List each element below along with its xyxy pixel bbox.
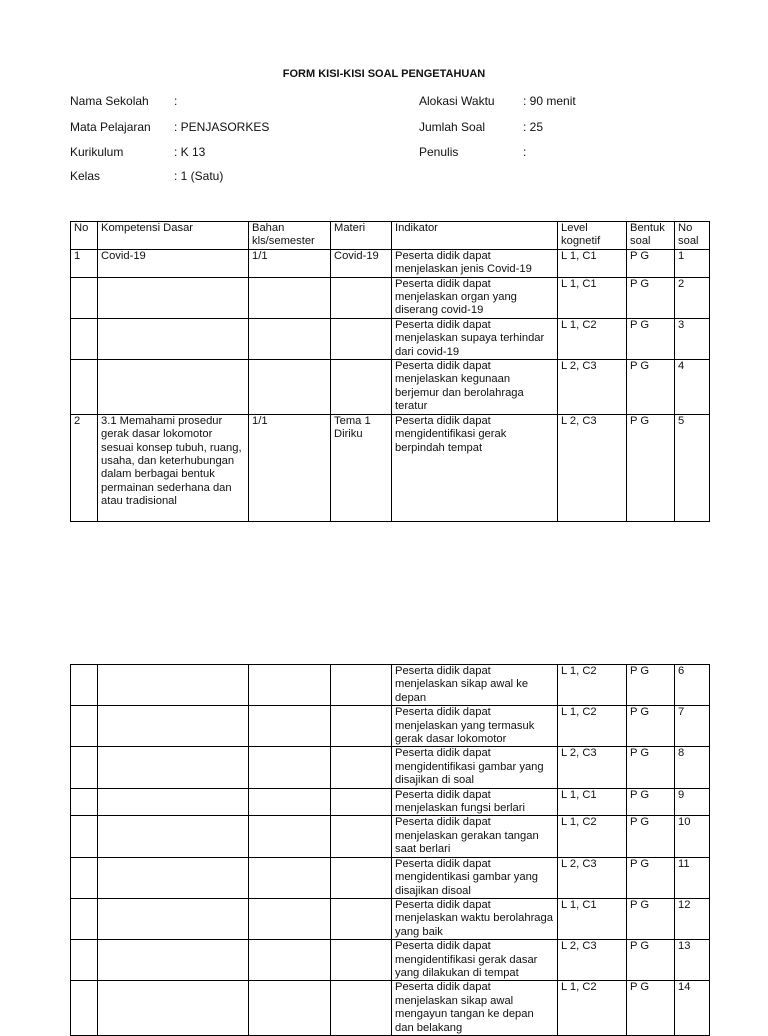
- cell-bahan: [249, 788, 331, 816]
- cell-bahan: [249, 816, 331, 857]
- cell-materi: [331, 277, 392, 318]
- table-row: [71, 816, 710, 857]
- cell-no-soal: 4: [675, 360, 710, 415]
- cell-bentuk: P G: [627, 940, 675, 981]
- table-header-row: [71, 222, 710, 250]
- cell-materi: [331, 857, 392, 898]
- cell-bahan: [249, 940, 331, 981]
- info-value: : 25: [523, 120, 544, 134]
- cell-no: [71, 816, 98, 857]
- info-value: : PENJASORKES: [174, 120, 270, 134]
- cell-kd: [98, 318, 249, 359]
- cell-materi: [331, 940, 392, 981]
- cell-bahan: [249, 981, 331, 1036]
- info-label: Mata Pelajaran: [70, 120, 151, 134]
- cell-level: L 1, C2: [558, 816, 627, 857]
- cell-bentuk: P G: [627, 665, 675, 706]
- cell-no-soal: 6: [675, 665, 710, 706]
- cell-kd: [98, 981, 249, 1036]
- table-row: [71, 788, 710, 816]
- cell-bahan: [249, 857, 331, 898]
- cell-kd: [98, 898, 249, 939]
- info-label: Kelas: [70, 169, 101, 183]
- table-row: [71, 981, 710, 1036]
- cell-kd: [98, 747, 249, 788]
- cell-bentuk: P G: [627, 816, 675, 857]
- header-kompetensi-dasar: Kompetensi Dasar: [98, 222, 249, 250]
- cell-bentuk: P G: [627, 857, 675, 898]
- cell-no: 1: [71, 249, 98, 277]
- cell-no-soal: 9: [675, 788, 710, 816]
- cell-indikator: Peserta didik dapat mengidentikasi gambar yang disajikan disoal: [392, 857, 558, 898]
- cell-bahan: [249, 706, 331, 747]
- table-row: [71, 249, 710, 277]
- cell-materi: Covid-19: [331, 249, 392, 277]
- cell-no: [71, 360, 98, 415]
- cell-materi: [331, 747, 392, 788]
- cell-level: L 2, C3: [558, 360, 627, 415]
- cell-bentuk: P G: [627, 706, 675, 747]
- cell-level: L 1, C2: [558, 981, 627, 1036]
- cell-level: L 1, C2: [558, 665, 627, 706]
- table-row: [71, 360, 710, 415]
- cell-level: L 2, C3: [558, 940, 627, 981]
- cell-level: L 1, C1: [558, 249, 627, 277]
- info-value: : 90 menit: [523, 94, 576, 108]
- cell-kd: Covid-19: [98, 249, 249, 277]
- cell-no: [71, 940, 98, 981]
- info-label: Alokasi Waktu: [419, 94, 495, 108]
- cell-materi: [331, 816, 392, 857]
- cell-indikator: Peserta didik dapat menjelaskan jenis Covid-19: [392, 249, 558, 277]
- cell-kd: [98, 788, 249, 816]
- cell-materi: [331, 981, 392, 1036]
- info-label: Penulis: [419, 145, 459, 159]
- cell-kd: [98, 857, 249, 898]
- cell-materi: [331, 898, 392, 939]
- info-label: Nama Sekolah: [70, 94, 149, 108]
- cell-no: [71, 981, 98, 1036]
- info-value: : K 13: [174, 145, 206, 159]
- cell-bentuk: P G: [627, 747, 675, 788]
- table-row: [71, 747, 710, 788]
- cell-no: [71, 788, 98, 816]
- cell-indikator: Peserta didik dapat menjelaskan supaya terhindar dari covid-19: [392, 318, 558, 359]
- table-row: [71, 857, 710, 898]
- cell-bentuk: P G: [627, 360, 675, 415]
- cell-indikator: Peserta didik dapat mengidentifikasi gambar yang disajikan di soal: [392, 747, 558, 788]
- cell-level: L 1, C2: [558, 318, 627, 359]
- cell-bahan: [249, 277, 331, 318]
- cell-bahan: 1/1: [249, 414, 331, 521]
- cell-no-soal: 14: [675, 981, 710, 1036]
- cell-no: [71, 747, 98, 788]
- info-label: Kurikulum: [70, 145, 124, 159]
- cell-no: [71, 318, 98, 359]
- cell-bentuk: P G: [627, 414, 675, 521]
- cell-kd: [98, 816, 249, 857]
- cell-bentuk: P G: [627, 898, 675, 939]
- cell-indikator: Peserta didik dapat menjelaskan organ yang diserang covid-19: [392, 277, 558, 318]
- cell-no: [71, 898, 98, 939]
- cell-indikator: Peserta didik dapat menjelaskan sikap awal ke depan: [392, 665, 558, 706]
- cell-bentuk: P G: [627, 277, 675, 318]
- cell-no-soal: 8: [675, 747, 710, 788]
- cell-indikator: Peserta didik dapat menjelaskan fungsi berlari: [392, 788, 558, 816]
- header-bahan: Bahan kls/semester: [249, 222, 331, 250]
- table-row: [71, 706, 710, 747]
- cell-level: L 2, C3: [558, 857, 627, 898]
- cell-level: L 1, C1: [558, 898, 627, 939]
- cell-materi: [331, 706, 392, 747]
- header-level-kognetif: Level kognetif: [558, 222, 627, 250]
- cell-no-soal: 11: [675, 857, 710, 898]
- cell-level: L 2, C3: [558, 414, 627, 521]
- info-value: :: [174, 94, 178, 108]
- cell-bahan: [249, 318, 331, 359]
- header-indikator: Indikator: [392, 222, 558, 250]
- cell-no-soal: 12: [675, 898, 710, 939]
- page-title: FORM KISI-KISI SOAL PENGETAHUAN: [282, 68, 486, 80]
- header-no: No: [71, 222, 98, 250]
- cell-kd: [98, 360, 249, 415]
- table-row: [71, 277, 710, 318]
- cell-indikator: Peserta didik dapat menjelaskan sikap awal mengayun tangan ke depan dan belakang: [392, 981, 558, 1036]
- table-row: [71, 898, 710, 939]
- cell-indikator: Peserta didik dapat menjelaskan kegunaan berjemur dan berolahraga teratur: [392, 360, 558, 415]
- header-no-soal: No soal: [675, 222, 710, 250]
- cell-level: L 2, C3: [558, 747, 627, 788]
- table-row: [71, 665, 710, 706]
- cell-materi: [331, 360, 392, 415]
- info-value: :: [523, 145, 527, 159]
- cell-no-soal: 7: [675, 706, 710, 747]
- cell-no: [71, 277, 98, 318]
- cell-no-soal: 10: [675, 816, 710, 857]
- cell-level: L 1, C2: [558, 706, 627, 747]
- cell-no-soal: 2: [675, 277, 710, 318]
- cell-no: [71, 706, 98, 747]
- cell-indikator: Peserta didik dapat mengidentifikasi gerak berpindah tempat: [392, 414, 558, 521]
- cell-kd: 3.1 Memahami prosedur gerak dasar lokomotor sesuai konsep tubuh, ruang, usaha, dan keterhubungan dalam berbagai bentuk permainan sederhana dan atau tradisional: [98, 414, 249, 521]
- cell-level: L 1, C1: [558, 277, 627, 318]
- info-value: : 1 (Satu): [174, 169, 224, 183]
- kisi-table-page-1: [70, 221, 710, 522]
- cell-no: [71, 857, 98, 898]
- cell-no: [71, 665, 98, 706]
- header-bentuk-soal: Bentuk soal: [627, 222, 675, 250]
- cell-indikator: Peserta didik dapat menjelaskan gerakan tangan saat berlari: [392, 816, 558, 857]
- cell-bahan: [249, 747, 331, 788]
- cell-kd: [98, 940, 249, 981]
- cell-indikator: Peserta didik dapat menjelaskan waktu berolahraga yang baik: [392, 898, 558, 939]
- cell-bahan: [249, 360, 331, 415]
- cell-bentuk: P G: [627, 249, 675, 277]
- cell-bahan: [249, 665, 331, 706]
- cell-no-soal: 3: [675, 318, 710, 359]
- cell-materi: [331, 665, 392, 706]
- cell-bentuk: P G: [627, 788, 675, 816]
- cell-materi: [331, 318, 392, 359]
- table-row: [71, 414, 710, 521]
- cell-kd: [98, 665, 249, 706]
- cell-no-soal: 1: [675, 249, 710, 277]
- cell-indikator: Peserta didik dapat mengidentifikasi gerak dasar yang dilakukan di tempat: [392, 940, 558, 981]
- cell-kd: [98, 277, 249, 318]
- cell-indikator: Peserta didik dapat menjelaskan yang termasuk gerak dasar lokomotor: [392, 706, 558, 747]
- table-row: [71, 318, 710, 359]
- info-label: Jumlah Soal: [419, 120, 486, 134]
- cell-no-soal: 5: [675, 414, 710, 521]
- cell-bahan: [249, 898, 331, 939]
- cell-no: 2: [71, 414, 98, 521]
- cell-bentuk: P G: [627, 981, 675, 1036]
- cell-kd: [98, 706, 249, 747]
- kisi-table-page-2: [70, 664, 710, 1036]
- header-materi: Materi: [331, 222, 392, 250]
- cell-bahan: 1/1: [249, 249, 331, 277]
- cell-materi: [331, 788, 392, 816]
- table-row: [71, 940, 710, 981]
- cell-bentuk: P G: [627, 318, 675, 359]
- cell-level: L 1, C1: [558, 788, 627, 816]
- cell-materi: Tema 1 Diriku: [331, 414, 392, 521]
- cell-no-soal: 13: [675, 940, 710, 981]
